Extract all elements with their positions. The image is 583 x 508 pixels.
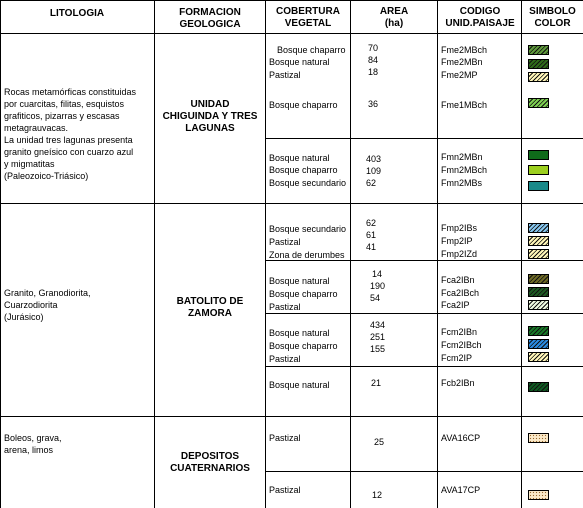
header-formacion: FORMACION GEOLOGICA [179, 7, 241, 30]
litologia-text: Granito, Granodiorita, Cuarzodiorita (Jurásico) [4, 288, 91, 322]
cobertura-cell: Pastizal [269, 354, 301, 364]
codigo-cell: Fme2MBch [441, 45, 488, 55]
codigo-cell: Fcb2IBn [441, 378, 475, 388]
codigo-cell: Fme2MBn [441, 57, 483, 67]
area-cell: 251 [370, 332, 386, 342]
codigo-cell: Fmp2IP [441, 236, 473, 246]
column-divider [265, 0, 266, 508]
header-litologia: LITOLOGIA [49, 8, 105, 19]
header-area: AREA (ha) [379, 6, 409, 29]
codigo-cell: AVA16CP [441, 433, 481, 443]
cobertura-cell: Bosque chaparro [269, 165, 338, 175]
codigo-cell: Fcm2IBn [441, 327, 478, 337]
color-swatch [528, 223, 549, 233]
codigo-cell: AVA17CP [441, 485, 481, 495]
formacion-name: UNIDAD CHIGUINDA Y TRES LAGUNAS [162, 99, 258, 134]
codigo-cell: Fmp2IBs [441, 223, 478, 233]
codigo-cell: Fme2MP [441, 70, 478, 80]
area-cell: 12 [372, 490, 383, 500]
cobertura-cell: Pastizal [269, 302, 301, 312]
column-divider [521, 0, 522, 508]
color-swatch [528, 300, 549, 310]
area-cell: 70 [368, 43, 379, 53]
area-cell: 155 [370, 344, 386, 354]
area-cell: 61 [366, 230, 377, 240]
header-codigo: CODIGO UNID.PAISAJE [445, 6, 515, 29]
color-swatch [528, 326, 549, 336]
litologia-text: Rocas metamórficas constituidas por cuarcitas, filitas, esquistos grafiticos, pizarras y escasas metagrauvacas. La unidad tres lagunas presenta granito gneísico con cuarzo azul y migmatitas (Paleozoico-Triásico) [4, 87, 137, 181]
codigo-cell: Fmn2MBs [441, 178, 483, 188]
cobertura-cell: Bosque natural [269, 276, 330, 286]
codigo-cell: Fmn2MBch [441, 165, 488, 175]
area-cell: 62 [366, 218, 377, 228]
cobertura-cell: Pastizal [269, 485, 301, 495]
table-border-top [0, 0, 583, 1]
color-swatch [528, 249, 549, 259]
color-swatch [528, 236, 549, 246]
color-swatch [528, 490, 549, 500]
row-divider [265, 138, 583, 139]
table-border-left [0, 0, 1, 508]
row-divider [265, 366, 583, 367]
litologia-text: Boleos, grava, arena, limos [4, 433, 62, 455]
cobertura-cell: Bosque chaparro [269, 341, 338, 351]
cobertura-cell: Bosque chaparro [269, 289, 338, 299]
column-divider [154, 0, 155, 508]
area-cell: 41 [366, 242, 377, 252]
color-swatch [528, 274, 549, 284]
codigo-cell: Fmn2MBn [441, 152, 483, 162]
area-cell: 62 [366, 178, 377, 188]
color-swatch [528, 165, 549, 175]
color-swatch [528, 181, 549, 191]
cobertura-cell: Bosque secundario [269, 178, 347, 188]
area-cell: 54 [370, 293, 381, 303]
header-cobertura: COBERTURA VEGETAL [276, 6, 340, 29]
section-divider [0, 416, 583, 417]
codigo-cell: Fca2IBch [441, 288, 480, 298]
color-swatch [528, 352, 549, 362]
cobertura-cell: Bosque natural [269, 57, 330, 67]
color-swatch [528, 433, 549, 443]
area-cell: 84 [368, 55, 379, 65]
codigo-cell: Fca2IBn [441, 275, 475, 285]
area-cell: 434 [370, 320, 386, 330]
cobertura-cell: Pastizal [269, 237, 301, 247]
cobertura-cell: Bosque natural [269, 380, 330, 390]
codigo-cell: Fmp2IZd [441, 249, 478, 259]
codigo-cell: Fca2IP [441, 300, 470, 310]
cobertura-cell: Zona de derumbes [269, 250, 345, 260]
cobertura-cell: Bosque chaparro [277, 45, 346, 55]
area-cell: 14 [372, 269, 383, 279]
area-cell: 25 [374, 437, 385, 447]
color-swatch [528, 98, 549, 108]
header-simbolo: SIMBOLO COLOR [529, 6, 576, 29]
color-swatch [528, 150, 549, 160]
column-divider [350, 0, 351, 508]
formacion-name: BATOLITO DE ZAMORA [176, 296, 244, 319]
header-bottom-line [0, 33, 583, 34]
area-cell: 18 [368, 67, 379, 77]
codigo-cell: Fcm2IP [441, 353, 473, 363]
color-swatch [528, 339, 549, 349]
section-divider [0, 203, 583, 204]
cobertura-cell: Bosque chaparro [269, 100, 338, 110]
area-cell: 21 [371, 378, 382, 388]
color-swatch [528, 45, 549, 55]
column-divider [437, 0, 438, 508]
color-swatch [528, 59, 549, 69]
row-divider [265, 471, 583, 472]
codigo-cell: Fme1MBch [441, 100, 488, 110]
color-swatch [528, 72, 549, 82]
codigo-cell: Fcm2IBch [441, 340, 482, 350]
color-swatch [528, 382, 549, 392]
formacion-name: DEPOSITOS CUATERNARIOS [170, 451, 250, 474]
cobertura-cell: Bosque natural [269, 328, 330, 338]
color-swatch [528, 287, 549, 297]
cobertura-cell: Pastizal [269, 433, 301, 443]
row-divider [265, 313, 583, 314]
area-cell: 190 [370, 281, 386, 291]
area-cell: 109 [366, 166, 382, 176]
cobertura-cell: Bosque natural [269, 153, 330, 163]
cobertura-cell: Bosque secundario [269, 224, 347, 234]
area-cell: 36 [368, 99, 379, 109]
area-cell: 403 [366, 154, 382, 164]
cobertura-cell: Pastizal [269, 70, 301, 80]
